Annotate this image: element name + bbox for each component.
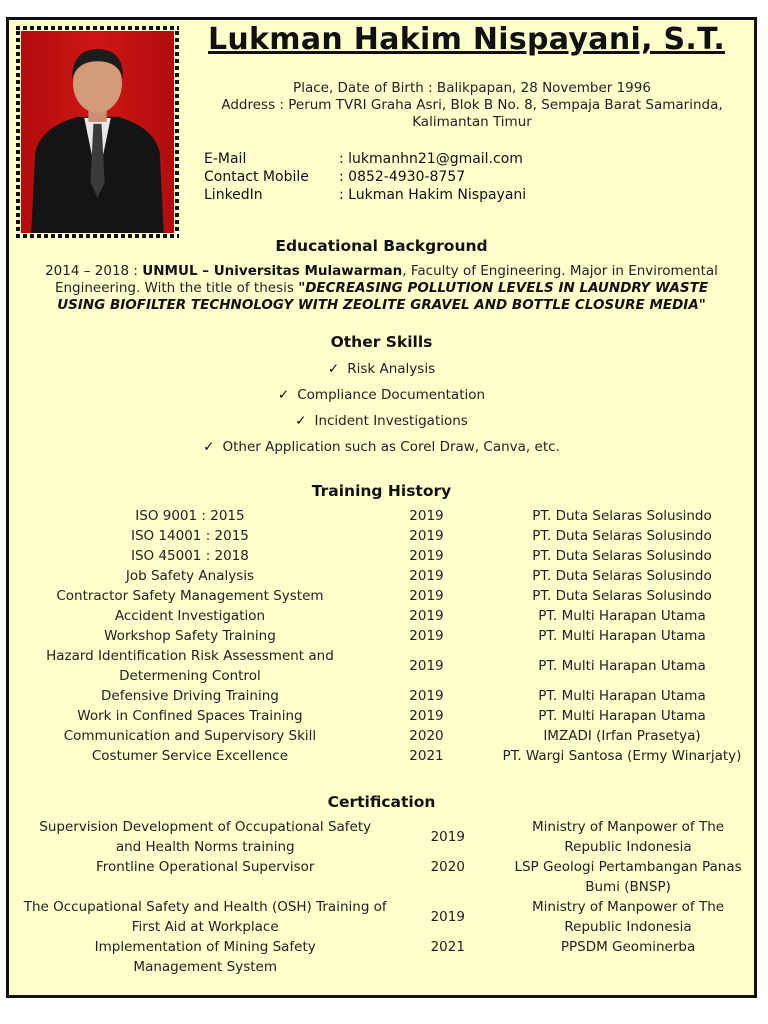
contact-email bbox=[204, 150, 526, 168]
table-row: ISO 14001 : 2015 2019 PT. Duta Selaras Solusindo bbox=[130, 528, 712, 544]
check-icon: ✓ bbox=[203, 439, 215, 455]
skill-label: Other Application such as Corel Draw, Canva, etc. bbox=[222, 439, 560, 455]
contact-mobile bbox=[204, 168, 526, 186]
university-name: UNMUL – Universitas Mulawarman bbox=[142, 263, 403, 279]
skill-item bbox=[9, 408, 754, 434]
contact-linkedin bbox=[204, 186, 526, 204]
table-row: Defensive Driving Training 2019 PT. Multi Harapan Utama bbox=[101, 688, 706, 704]
profile-photo bbox=[21, 31, 174, 233]
education-heading: Educational Background bbox=[275, 237, 488, 255]
contact-label: LinkedIn bbox=[204, 187, 263, 203]
resume-page bbox=[6, 17, 757, 998]
table-row: Job Safety Analysis 2019 PT. Duta Selaras Solusindo bbox=[125, 568, 712, 584]
birth-info: Place, Date of Birth : Balikpapan, 28 November 1996 bbox=[293, 80, 651, 96]
training-table bbox=[17, 506, 754, 766]
education-faculty: , Faculty of Engineering. Major in Enviromental Engineering. With the title of thesis bbox=[54, 263, 718, 296]
skill-item bbox=[9, 382, 754, 408]
person-portrait-icon bbox=[21, 31, 174, 233]
contact-label: Contact Mobile bbox=[204, 169, 309, 185]
table-row: Frontline Operational Supervisor 2020 LSP Geologi Pertambangan Panas Bumi (BNSP) bbox=[96, 859, 742, 895]
check-icon: ✓ bbox=[295, 413, 307, 429]
table-row: Work in Confined Spaces Training 2019 PT. Multi Harapan Utama bbox=[77, 708, 706, 724]
table-row: Contractor Safety Management System 2019 PT. Duta Selaras Solusindo bbox=[56, 588, 712, 604]
profile-photo-frame bbox=[16, 26, 179, 238]
skill-item bbox=[9, 356, 754, 382]
thesis-title: "DECREASING POLLUTION LEVELS IN LAUNDRY WASTE USING BIOFILTER TECHNOLOGY WITH ZEOLITE GRAVEL AND BOTTLE CLOSURE MEDIA" bbox=[57, 280, 709, 313]
certification-heading: Certification bbox=[327, 793, 436, 811]
contact-list bbox=[204, 150, 526, 204]
table-row: The Occupational Safety and Health (OSH) Training of First Aid at Workplace 2019 Ministry of Manpower of The Republic Indonesia bbox=[23, 899, 725, 935]
personal-info bbox=[189, 80, 755, 131]
education-period: 2014 – 2018 : bbox=[45, 263, 143, 279]
skills-heading: Other Skills bbox=[330, 333, 433, 351]
table-row: ISO 9001 : 2015 2019 PT. Duta Selaras Solusindo bbox=[135, 508, 712, 524]
table-row: Accident Investigation 2019 PT. Multi Harapan Utama bbox=[114, 608, 706, 624]
contact-label: E-Mail bbox=[204, 151, 247, 167]
table-row: ISO 45001 : 2018 2019 PT. Duta Selaras Solusindo bbox=[130, 548, 712, 564]
table-row: Communication and Supervisory Skill 2020 IMZADI (Irfan Prasetya) bbox=[63, 728, 701, 744]
training-heading: Training History bbox=[311, 482, 452, 500]
skill-label: Risk Analysis bbox=[347, 361, 436, 377]
table-row: Implementation of Mining Safety Management System 2021 PPSDM Geominerba bbox=[94, 939, 696, 975]
linkedin-value[interactable]: : Lukman Hakim Nispayani bbox=[339, 187, 527, 203]
address-line-2: Kalimantan Timur bbox=[412, 114, 532, 130]
skill-label: Compliance Documentation bbox=[297, 387, 486, 403]
table-row: Costumer Service Excellence 2021 PT. Wargi Santosa (Ermy Winarjaty) bbox=[91, 748, 742, 764]
certification-table bbox=[17, 817, 754, 977]
email-value[interactable]: : lukmanhn21@gmail.com bbox=[339, 151, 523, 167]
table-row: Workshop Safety Training 2019 PT. Multi Harapan Utama bbox=[104, 628, 706, 644]
skill-label: Incident Investigations bbox=[314, 413, 468, 429]
candidate-name: Lukman Hakim Nispayani, S.T. bbox=[207, 22, 726, 57]
address-line-1: Address : Perum TVRI Graha Asri, Blok B No. 8, Sempaja Barat Samarinda, bbox=[221, 97, 723, 113]
skills-list bbox=[9, 356, 754, 460]
skill-item bbox=[9, 434, 754, 460]
table-row: Supervision Development of Occupational Safety and Health Norms training 2019 Ministry of Manpower of The Republic Indonesia bbox=[39, 819, 725, 855]
table-row: Hazard Identification Risk Assessment and Determening Control 2019 PT. Multi Harapan Utama bbox=[46, 648, 706, 684]
check-icon: ✓ bbox=[277, 387, 290, 403]
education-details bbox=[29, 263, 734, 314]
mobile-value: : 0852-4930-8757 bbox=[339, 169, 466, 185]
check-icon: ✓ bbox=[327, 361, 340, 377]
